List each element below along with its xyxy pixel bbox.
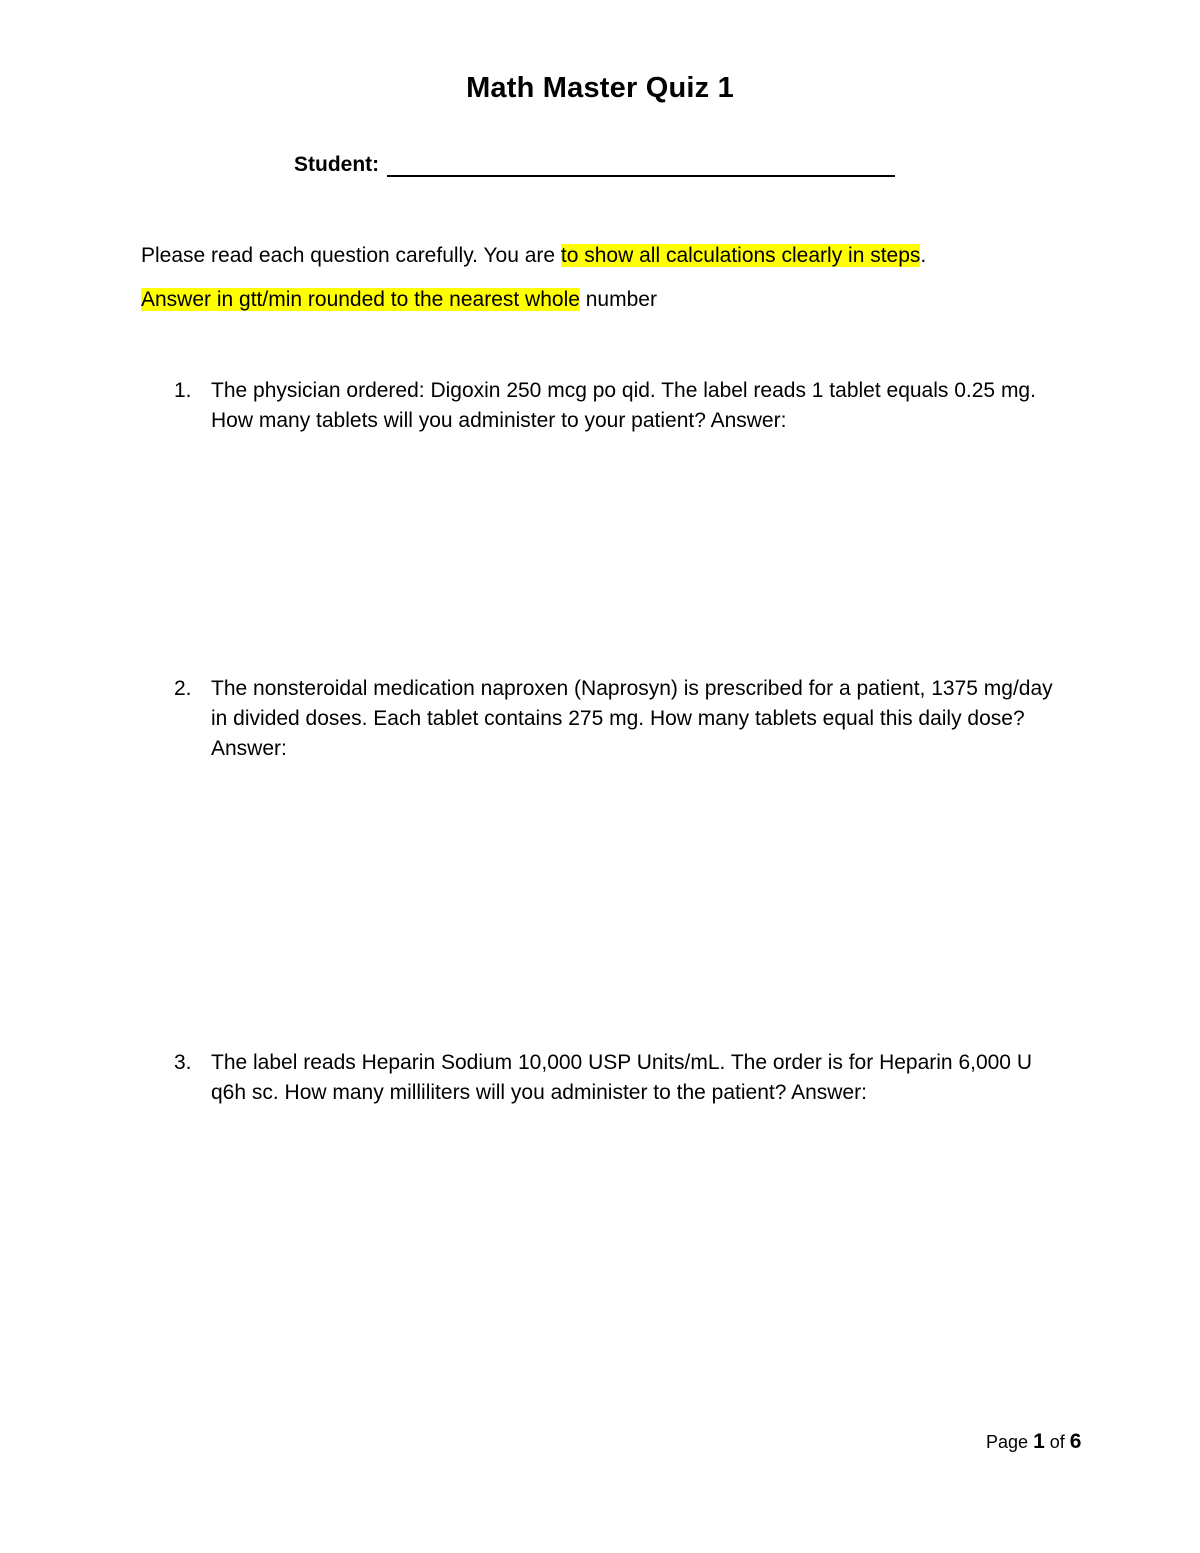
footer-page-word: Page bbox=[986, 1432, 1029, 1452]
question-item bbox=[174, 674, 1054, 764]
instruction-highlight: to show all calculations clearly in steps bbox=[560, 244, 921, 267]
question-number: 2. bbox=[174, 677, 192, 700]
instruction-line-1 bbox=[141, 243, 926, 269]
student-name-blank bbox=[387, 157, 895, 177]
question-number: 3. bbox=[174, 1051, 192, 1074]
question-text: The physician ordered: Digoxin 250 mcg po qid. The label reads 1 tablet equals 0.25 mg. How many tablets will you administer to your patient? Answer: bbox=[211, 379, 1036, 432]
instruction-line-2 bbox=[141, 287, 657, 313]
question-text: The label reads Heparin Sodium 10,000 USP Units/mL. The order is for Heparin 6,000 U q6h sc. How many milliliters will you administer to the patient? Answer: bbox=[211, 1051, 1032, 1104]
instruction-highlight: Answer in gtt/min rounded to the nearest whole bbox=[141, 288, 580, 311]
question-item bbox=[174, 376, 1054, 436]
page-title: Math Master Quiz 1 bbox=[466, 72, 734, 104]
page-footer bbox=[986, 1430, 1081, 1454]
student-field bbox=[294, 153, 895, 177]
footer-total-pages: 6 bbox=[1069, 1430, 1082, 1453]
question-text: The nonsteroidal medication naproxen (Naprosyn) is prescribed for a patient, 1375 mg/day in divided doses. Each tablet contains 275 mg. How many tablets equal this daily dose? Answer: bbox=[211, 677, 1053, 760]
footer-page-number: 1 bbox=[1033, 1430, 1045, 1453]
instruction-text-end: . bbox=[920, 244, 927, 267]
question-item bbox=[174, 1048, 1054, 1108]
footer-of-word: of bbox=[1049, 1432, 1065, 1452]
question-number: 1. bbox=[174, 379, 192, 402]
instruction-text: Please read each question carefully. You are bbox=[141, 244, 561, 267]
instruction-text-end: number bbox=[579, 288, 657, 311]
student-label: Student: bbox=[294, 153, 380, 176]
